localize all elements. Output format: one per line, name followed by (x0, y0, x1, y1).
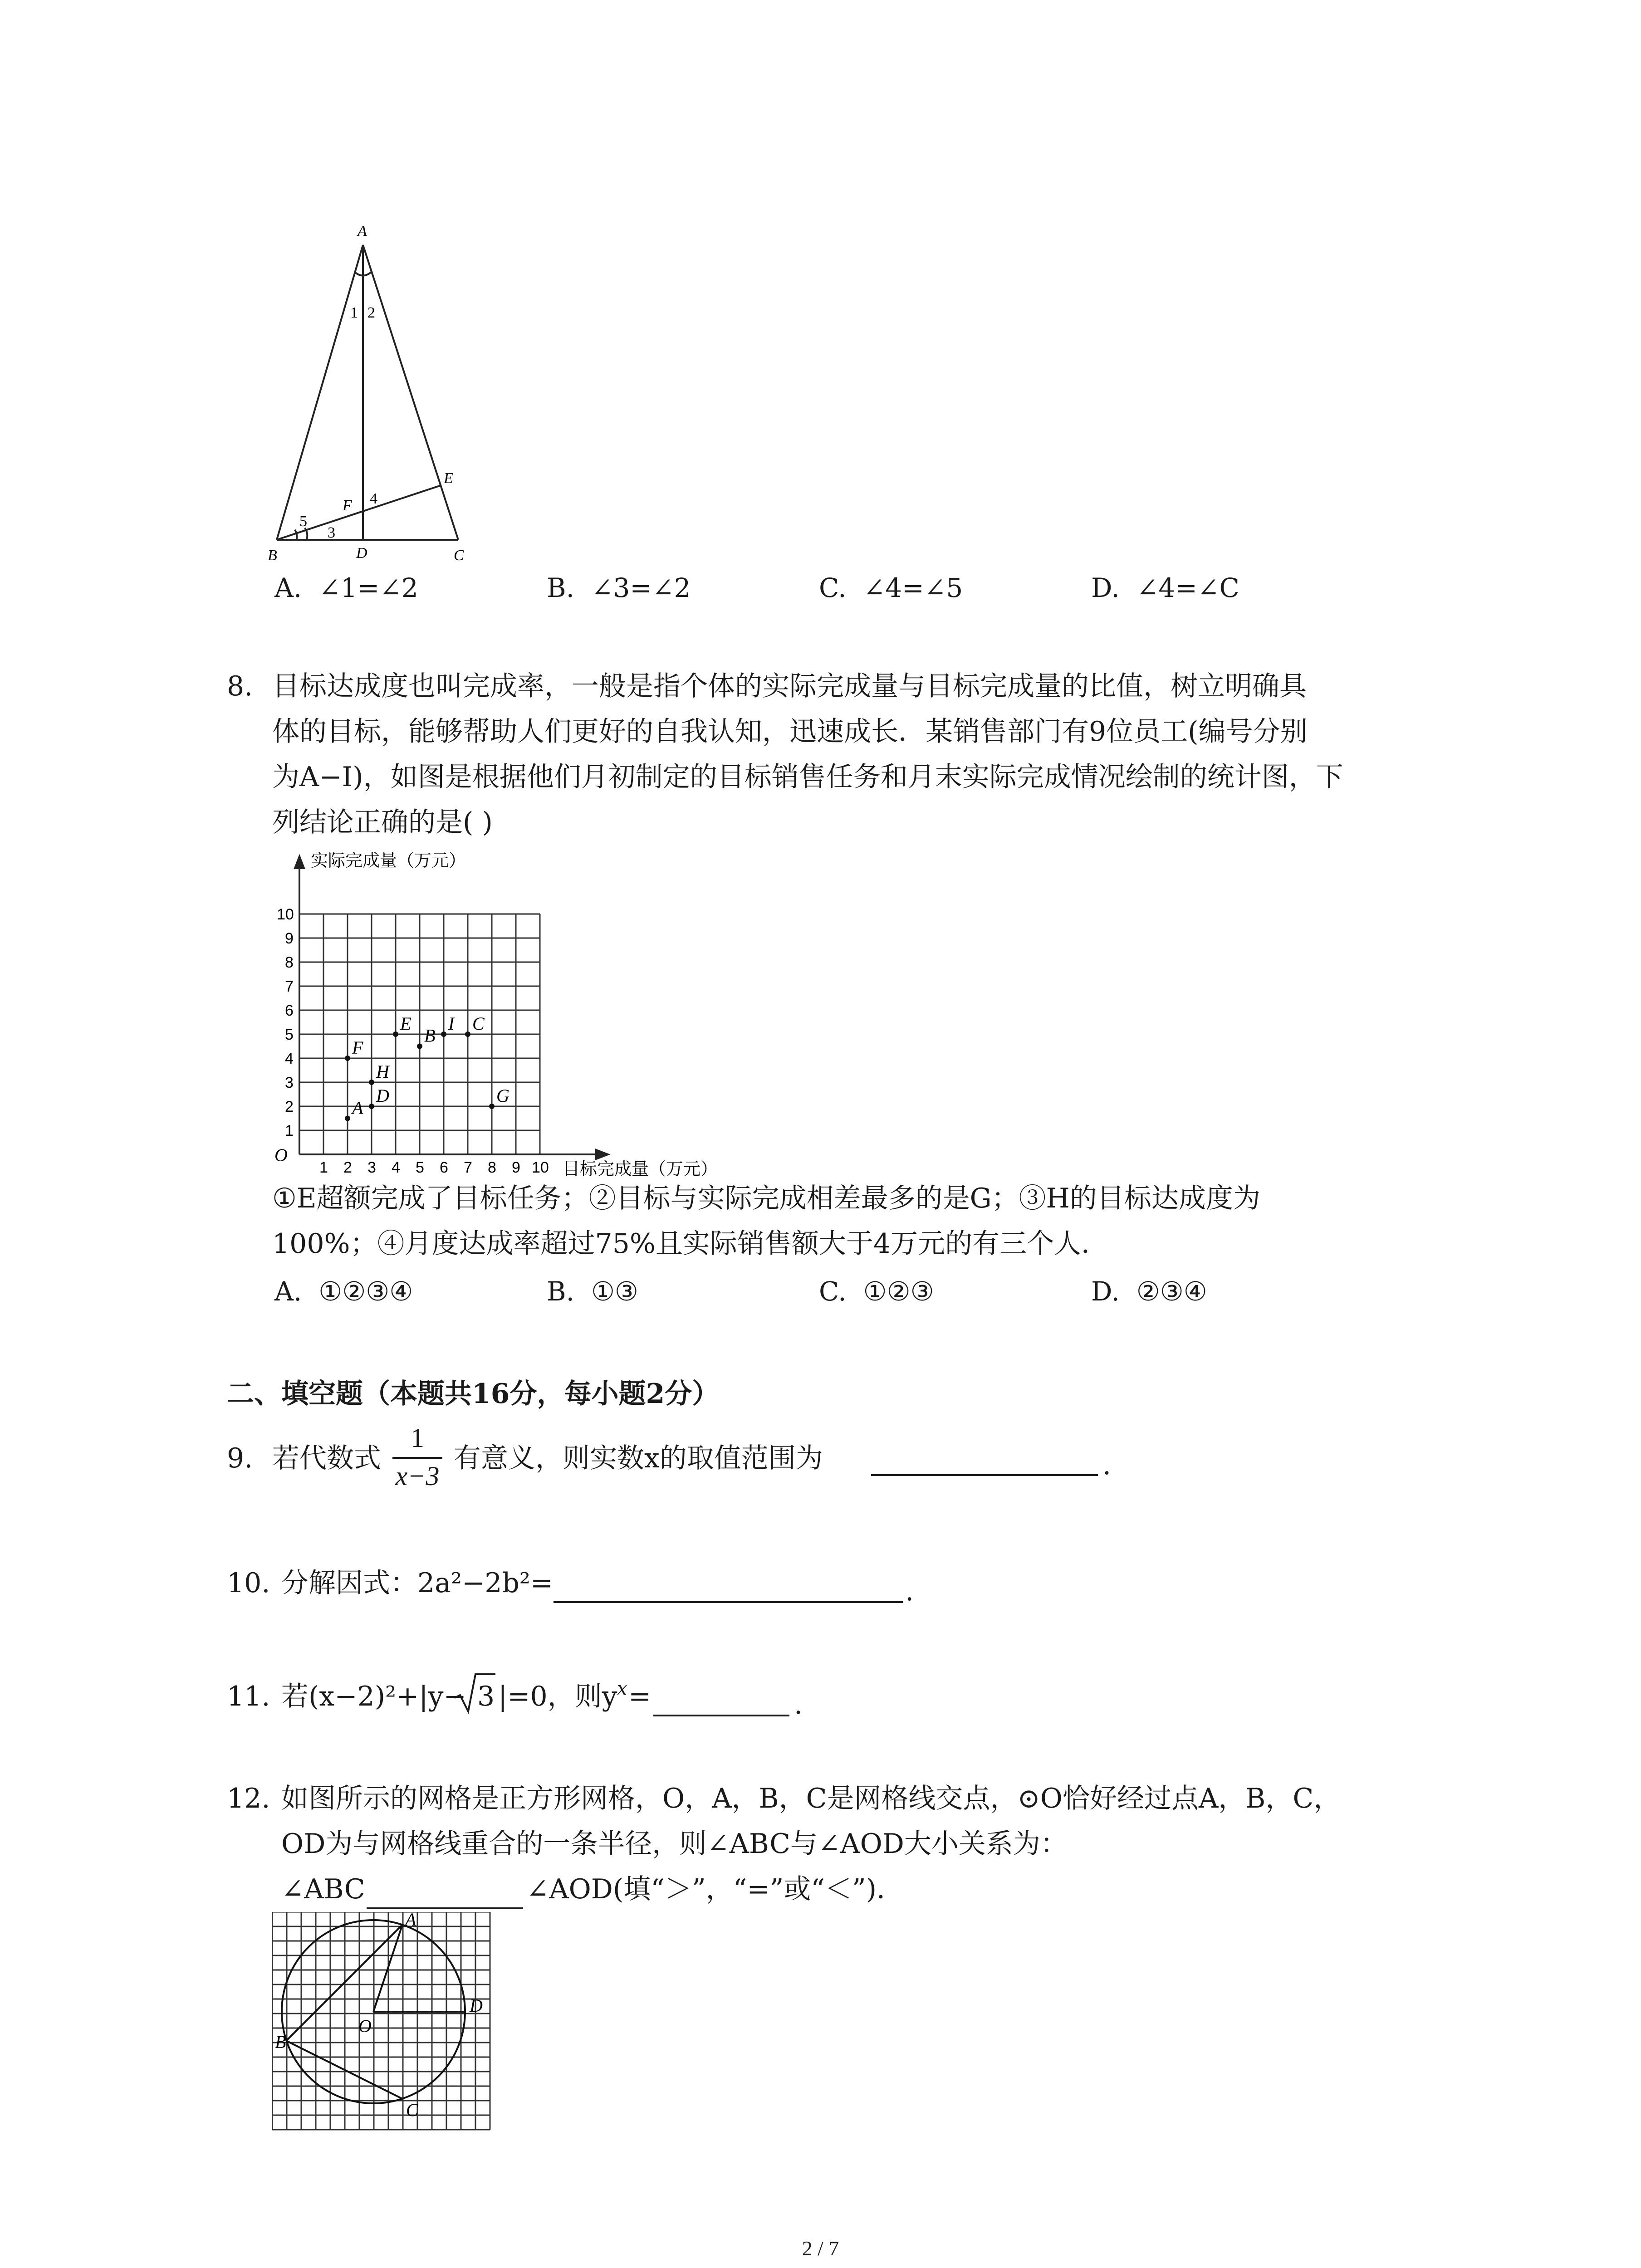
option-letter: D. (1091, 1276, 1120, 1307)
q12-label-D: D (470, 1995, 483, 2016)
q7-option-d[interactable] (1091, 572, 1239, 603)
q8-line-2: 体的目标，能够帮助人们更好的自我认知，迅速成长．某销售部门有9位员工(编号分别 (272, 716, 1308, 748)
x-tick-label: 9 (512, 1159, 520, 1176)
q12-answer-blank[interactable] (367, 1907, 523, 1909)
q10-text: 分解因式：2a²−2b²= (281, 1567, 554, 1599)
y-tick-label: 2 (285, 1098, 294, 1115)
page-number: 2 / 7 (802, 2237, 839, 2260)
q9-end: . (1102, 1449, 1112, 1481)
chart-xlabel: 目标完成量（万元） (563, 1160, 718, 1179)
data-point-label: C (472, 1013, 485, 1034)
data-point-label: E (400, 1013, 411, 1034)
q7-label-D: D (356, 545, 367, 562)
q8-statement-2: 100%；④月度达成率超过75%且实际销售额大于4万元的有三个人． (272, 1228, 1109, 1260)
option-text: ①③ (591, 1276, 638, 1307)
q7-angle-4: 4 (370, 490, 377, 507)
q8-statement-1: ①E超额完成了目标任务；②目标与实际完成相差最多的是G；③H的目标达成度为 (272, 1183, 1260, 1214)
data-point-label: H (376, 1061, 389, 1082)
y-tick-label: 7 (285, 978, 294, 995)
option-text: ∠4=∠5 (863, 572, 963, 603)
q7-angle-2: 2 (367, 304, 375, 321)
y-tick-label: 4 (285, 1050, 294, 1067)
option-text: ①②③④ (318, 1276, 413, 1307)
x-tick-label: 1 (319, 1159, 328, 1176)
q12-line-2: OD为与网格线重合的一条半径，则∠ABC与∠AOD大小关系为： (281, 1828, 1068, 1860)
data-point-E (393, 1031, 398, 1037)
data-point-label: D (376, 1085, 389, 1106)
q9-suffix: 有意义，则实数x的取值范围为 (454, 1442, 823, 1474)
q7-option-c[interactable] (819, 572, 963, 603)
option-letter: A. (274, 1276, 302, 1307)
q7-angle-3: 3 (328, 524, 335, 541)
x-tick-label: 7 (464, 1159, 472, 1176)
q8-scatter-chart (250, 848, 749, 1188)
chart-origin-label: O (274, 1145, 288, 1165)
q8-option-b[interactable] (547, 1276, 638, 1307)
option-letter: C. (819, 1276, 847, 1307)
q9-number: 9. (227, 1442, 253, 1474)
data-point-D (369, 1104, 374, 1109)
q7-label-B: B (268, 547, 277, 564)
q7-label-C: C (454, 547, 464, 564)
q12-circle-grid-figure (272, 1912, 508, 2148)
q10-number: 10. (227, 1567, 270, 1599)
data-point-label: A (352, 1097, 363, 1118)
q7-triangle-figure (254, 218, 490, 572)
q12-label-A: A (405, 1912, 416, 1930)
option-letter: C. (819, 572, 847, 603)
data-point-F (345, 1056, 350, 1061)
q12-answer-left: ∠ABC (281, 1873, 365, 1905)
option-text: ∠1=∠2 (318, 572, 418, 603)
option-text: ∠3=∠2 (591, 572, 691, 603)
option-letter: A. (274, 572, 302, 603)
q8-line-4: 列结论正确的是( ) (272, 807, 493, 838)
q7-label-F: F (343, 497, 352, 514)
data-point-I (441, 1031, 446, 1037)
section-2-heading: 二、填空题（本题共16分，每小题2分） (227, 1378, 720, 1410)
data-point-C (465, 1031, 470, 1037)
q7-label-A: A (358, 223, 367, 240)
x-tick-label: 5 (416, 1159, 424, 1176)
x-tick-label: 6 (440, 1159, 448, 1176)
data-point-label: I (448, 1013, 455, 1034)
option-text: ①②③ (863, 1276, 934, 1307)
y-tick-label: 9 (285, 930, 294, 947)
q8-option-c[interactable] (819, 1276, 934, 1307)
q12-answer-right: ∠AOD(填“＞”，“=”或“＜”)． (526, 1873, 904, 1905)
option-text: ②③④ (1136, 1276, 1207, 1307)
q9-fraction-bar (392, 1457, 442, 1459)
x-tick-label: 3 (367, 1159, 376, 1176)
y-tick-label: 8 (285, 954, 294, 971)
data-point-G (489, 1104, 495, 1109)
q9-denominator: x−3 (395, 1461, 440, 1491)
q7-option-a[interactable] (274, 572, 418, 603)
option-letter: B. (547, 1276, 575, 1307)
q10-end: . (905, 1575, 914, 1607)
q12-line-1: 如图所示的网格是正方形网格，O，A，B，C是网格线交点，⊙O恰好经过点A，B，C， (281, 1783, 1341, 1814)
data-point-label: B (424, 1025, 436, 1046)
y-tick-label: 10 (277, 906, 294, 923)
chart-ylabel: 实际完成量（万元） (311, 851, 466, 870)
option-letter: D. (1091, 572, 1120, 603)
y-tick-label: 5 (285, 1026, 294, 1043)
data-point-label: F (352, 1037, 363, 1058)
q11-equals: = (628, 1681, 652, 1712)
x-tick-label: 10 (532, 1159, 549, 1176)
q12-label-C: C (406, 2100, 418, 2120)
y-tick-label: 6 (285, 1002, 294, 1019)
option-text: ∠4=∠C (1136, 572, 1239, 603)
data-point-A (345, 1116, 350, 1121)
q9-prefix: 若代数式 (272, 1442, 381, 1474)
q11-number: 11. (227, 1681, 270, 1712)
q7-angle-1: 1 (350, 304, 358, 321)
q12-number: 12. (227, 1783, 270, 1814)
q9-fraction (392, 1424, 442, 1490)
x-tick-label: 8 (488, 1159, 496, 1176)
q8-number: 8. (227, 670, 253, 702)
q11-end: . (794, 1689, 803, 1721)
q8-option-a[interactable] (274, 1276, 413, 1307)
q11-answer-blank[interactable] (653, 1715, 789, 1716)
q8-option-d[interactable] (1091, 1276, 1207, 1307)
q9-answer-blank[interactable] (871, 1474, 1098, 1476)
q10-answer-blank[interactable] (554, 1601, 903, 1603)
data-point-B (417, 1044, 422, 1049)
q8-line-1: 目标达成度也叫完成率，一般是指个体的实际完成量与目标完成量的比值，树立明确具 (272, 670, 1307, 702)
q7-label-E: E (444, 470, 453, 487)
q7-option-b[interactable] (547, 572, 691, 603)
data-point-H (369, 1080, 374, 1085)
y-tick-label: 3 (285, 1074, 294, 1091)
y-tick-label: 1 (285, 1122, 294, 1139)
x-tick-label: 4 (392, 1159, 400, 1176)
q12-label-B: B (275, 2032, 286, 2052)
q11-text-before: 若(x−2)²+|y− (281, 1681, 466, 1712)
q9-numerator: 1 (411, 1423, 424, 1453)
q12-label-O: O (358, 2016, 372, 2036)
q11-sqrt-radicand: 3 (477, 1681, 495, 1712)
q8-line-3: 为A−I)，如图是根据他们月初制定的目标销售任务和月末实际完成情况绘制的统计图，下 (272, 761, 1343, 793)
q11-text-after: |=0，则y (498, 1681, 617, 1712)
q7-angle-5: 5 (299, 513, 307, 530)
option-letter: B. (547, 572, 575, 603)
q11-superscript: x (617, 1678, 627, 1699)
x-tick-label: 2 (343, 1159, 352, 1176)
data-point-label: G (496, 1085, 509, 1106)
